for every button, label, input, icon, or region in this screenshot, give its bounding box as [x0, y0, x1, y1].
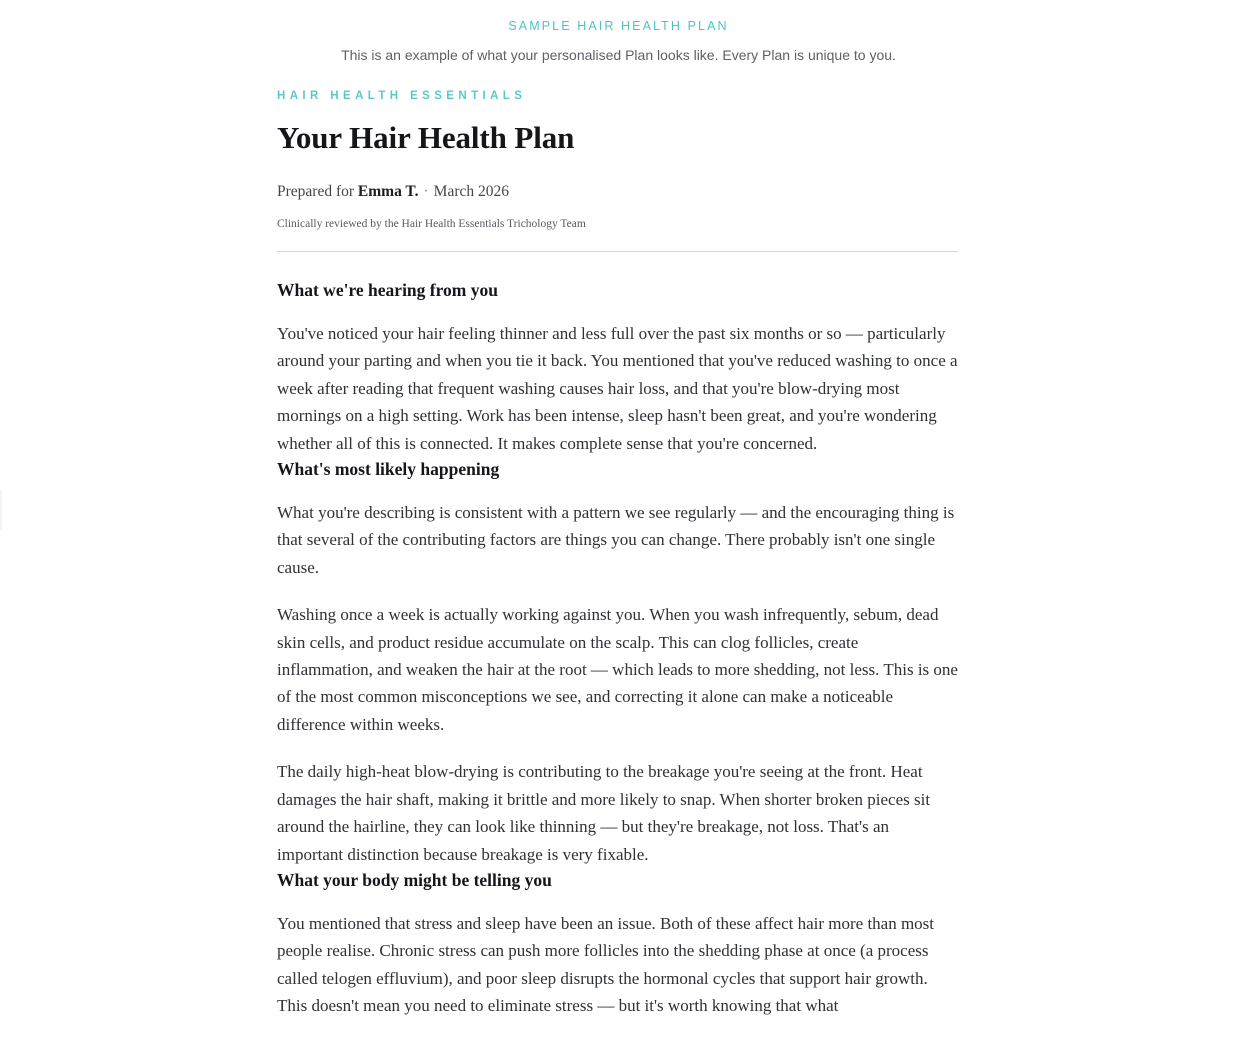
byline [277, 181, 958, 203]
section-heading: What we're hearing from you [277, 280, 498, 300]
byline-date: March 2026 [433, 183, 509, 200]
header-divider [277, 251, 958, 252]
section-paragraph: What you're describing is consistent with a pattern we see regularly — and the encouraging thing is that several of the contributing factors are things you can change. There probably isn't one single cause. [277, 503, 955, 577]
scroll-edge-artifact [0, 490, 2, 530]
sample-banner [0, 0, 1237, 65]
section-paragraph: Washing once a week is actually working against you. When you wash infrequently, sebum, dead skin cells, and product residue accumulate on the scalp. This can clog follicles, create inflammation, and weaken the hair at the root — which leads to more shedding, not less. This is one of the most common misconceptions we see, and correcting it alone can make a noticeable difference within weeks. [277, 605, 958, 734]
section-paragraph: You mentioned that stress and sleep have been an issue. Both of these affect hair more than most people realise. Chronic stress can push more follicles into the shedding phase at once (a process called telogen effluvium), and poor sleep disrupts the hormonal cycles that support hair growth. This doesn't mean you need to eliminate stress — but it's worth knowing that what [277, 913, 935, 1016]
section-heading: What your body might be telling you [277, 869, 552, 890]
plan-section [277, 868, 958, 1020]
byline-prepared-label: Prepared for [277, 183, 355, 200]
sample-banner-eyebrow: SAMPLE HAIR HEALTH PLAN [508, 19, 729, 33]
byline-recipient: Emma T. [357, 183, 419, 200]
plan-section [277, 457, 958, 868]
document-column [277, 88, 958, 1020]
section-paragraph: The daily high-heat blow-drying is contributing to the breakage you're seeing at the front. Heat damages the hair shaft, making it brittle and more likely to snap. When shorter broken pieces sit around the hairline, they can look like thinning — but they're breakage, not loss. That's an important distinction because breakage is very fixable. [277, 762, 931, 864]
page-title: Your Hair Health Plan [277, 120, 575, 155]
brand-eyebrow: HAIR HEALTH ESSENTIALS [277, 90, 527, 102]
plan-section [277, 278, 958, 457]
sections-container [277, 278, 958, 1020]
sample-banner-subtitle: This is an example of what your personalised Plan looks like. Every Plan is unique to you. [341, 47, 896, 63]
byline-separator: · [423, 183, 429, 200]
section-paragraph: You've noticed your hair feeling thinner and less full over the past six months or so — particularly around your parting and when you tie it back. You mentioned that you've reduced washing to once a week after reading that frequent washing causes hair loss, and that you're blow-drying most mornings on a high setting. Work has been intense, sleep hasn't been great, and you're wondering whether all of this is connected. It makes complete sense that you're concerned. [277, 324, 958, 453]
section-heading: What's most likely happening [277, 459, 500, 480]
clinical-review-note: Clinically reviewed by the Hair Health Essentials Trichology Team [277, 218, 586, 230]
